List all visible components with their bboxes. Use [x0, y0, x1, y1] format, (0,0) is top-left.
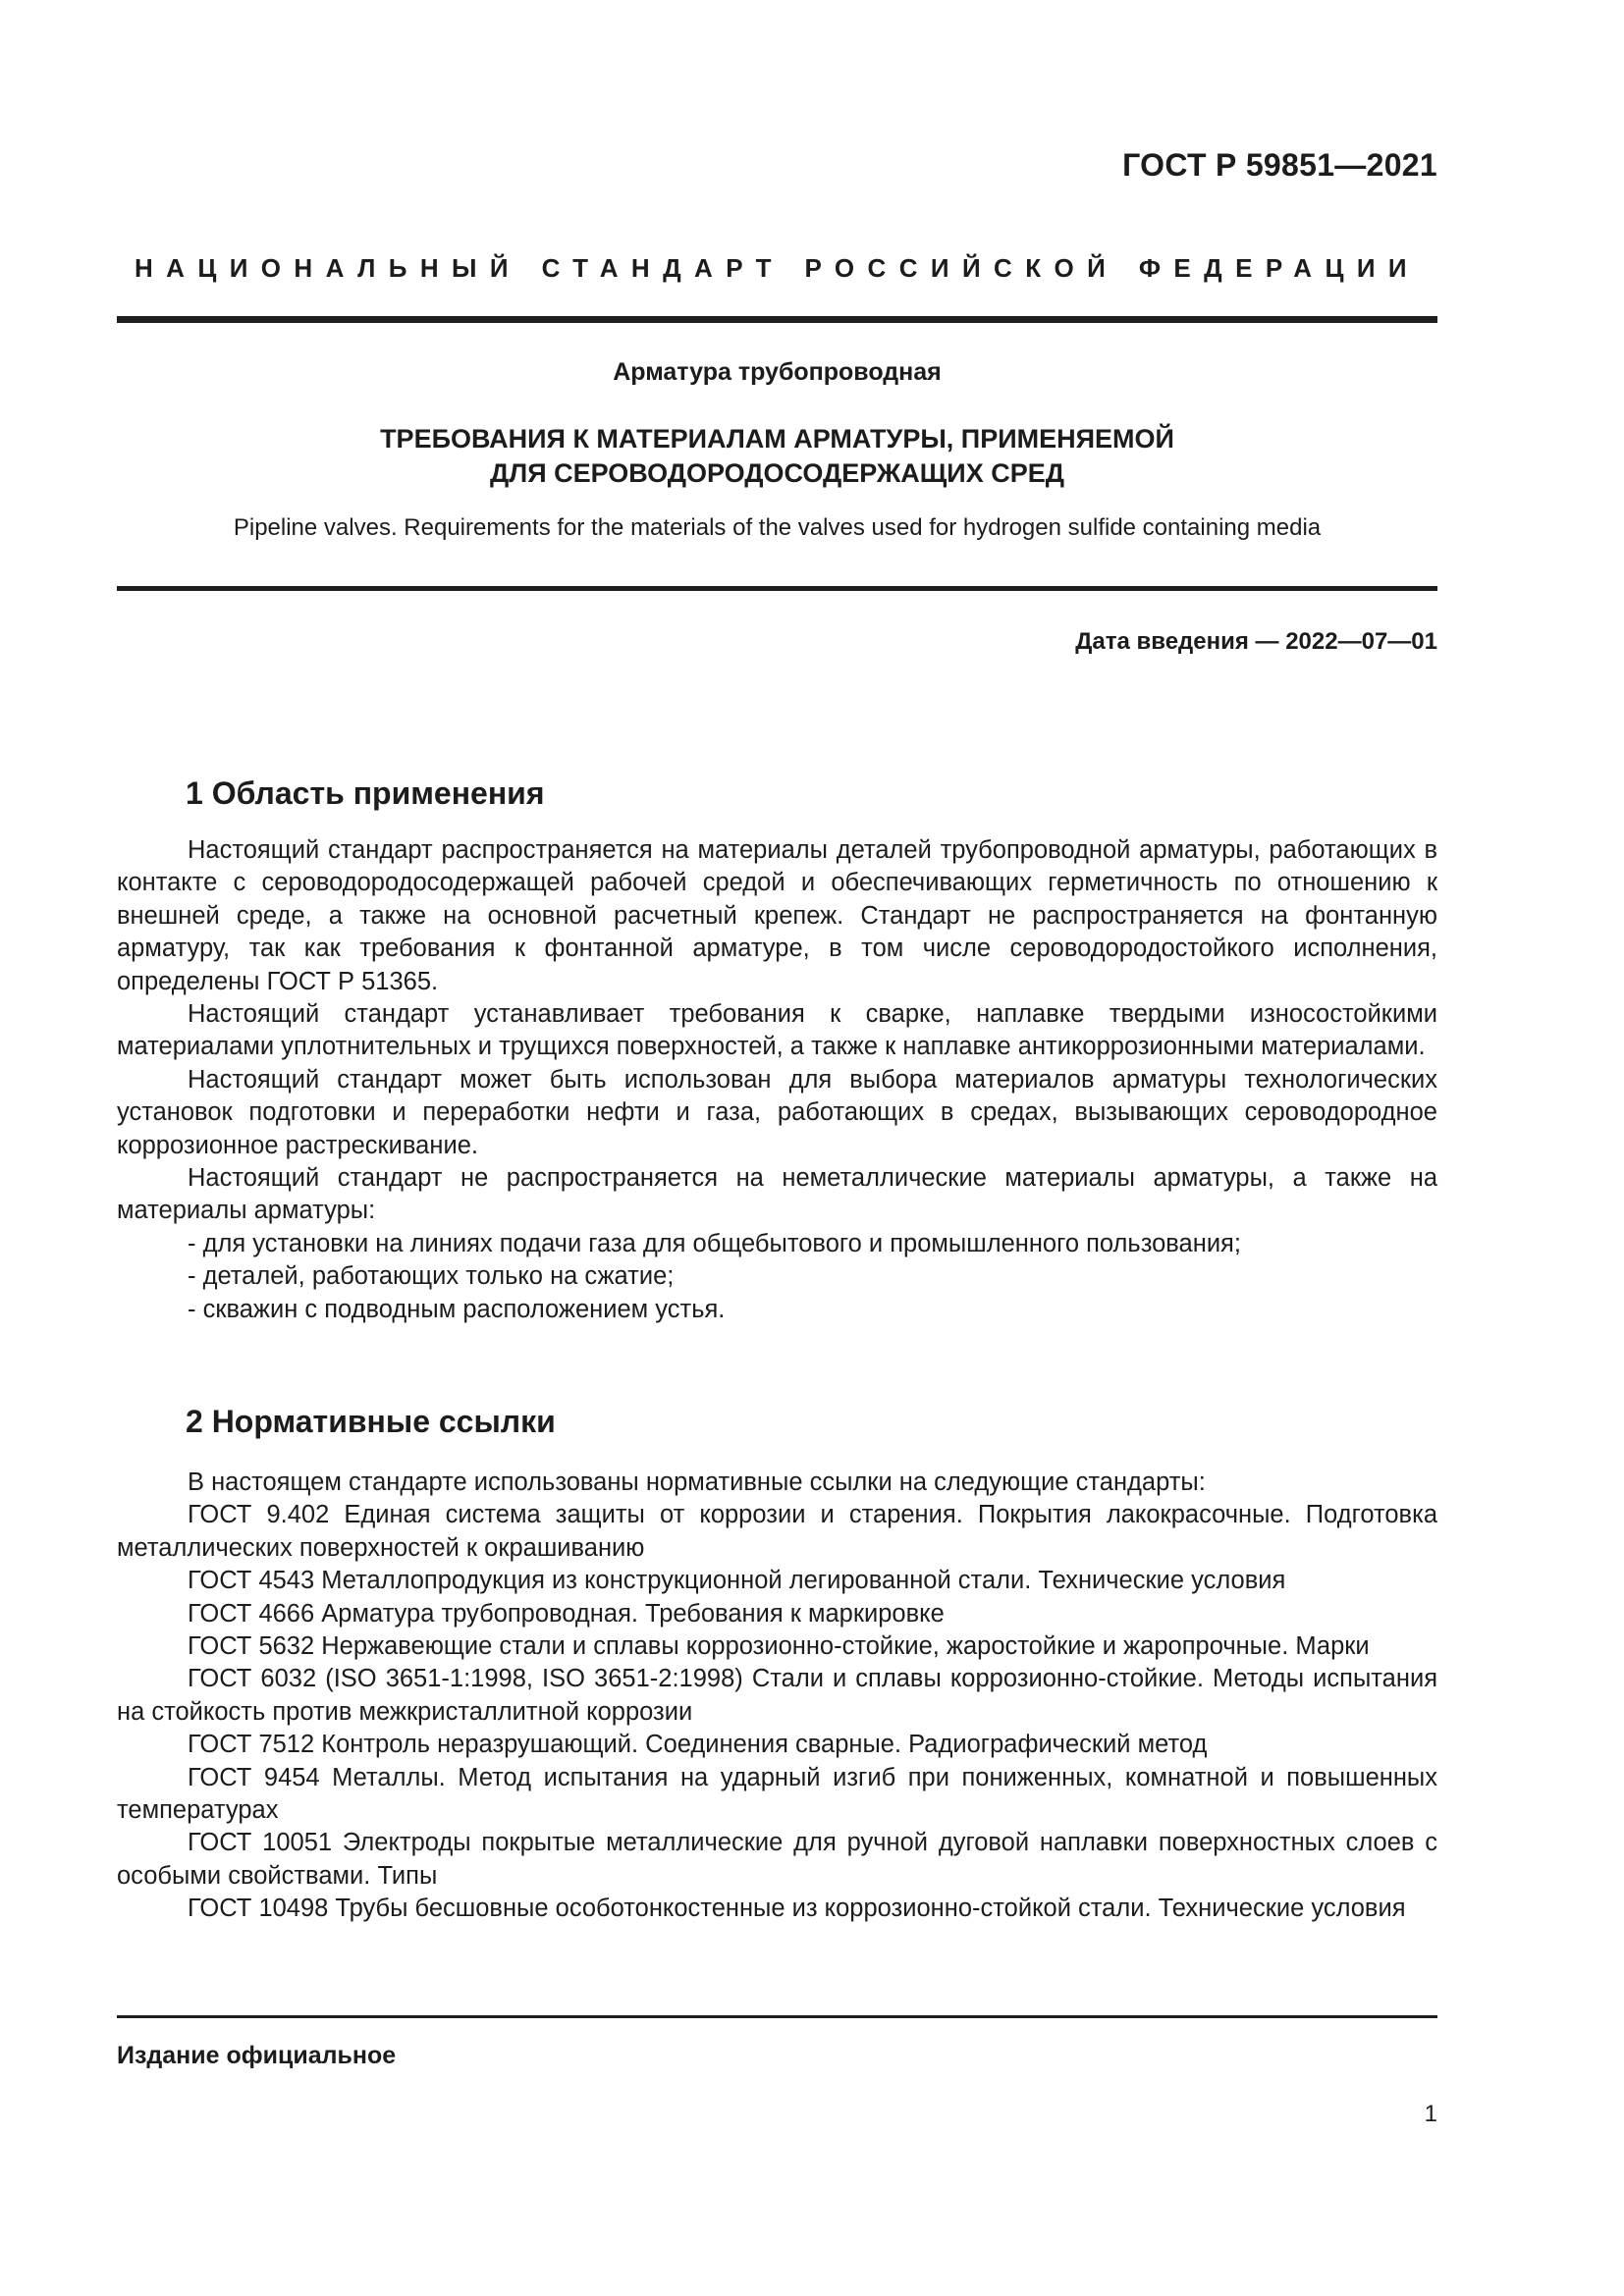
reference-item: ГОСТ 7512 Контроль неразрушающий. Соединения сварные. Радиографический метод [188, 1731, 1208, 1759]
section-1-body [117, 834, 1437, 1326]
footer-divider [117, 2015, 1437, 2018]
reference-item: ГОСТ 10051 Электроды покрытые металлические для ручной дуговой наплавки поверхностных слоев с особыми свойствами. Типы [117, 1829, 1437, 1890]
reference-item: ГОСТ 9454 Металлы. Метод испытания на ударный изгиб при пониженных, комнатной и повышенных температурах [117, 1763, 1437, 1825]
section-1-heading: 1 Область применения [186, 775, 545, 811]
reference-item: ГОСТ 4666 Арматура трубопроводная. Требования к маркировке [188, 1599, 945, 1628]
reference-item: ГОСТ 4543 Металлопродукция из конструкционной легированной стали. Технические условия [188, 1567, 1286, 1595]
paragraph: Настоящий стандарт может быть использован для выбора материалов арматуры технологических установок подготовки и переработки нефти и газа, работающих в средах, вызывающих сероводородное коррозионное растрескивание. [117, 1065, 1437, 1159]
reference-item: ГОСТ 6032 (ISO 3651-1:1998, ISO 3651-2:1998) Стали и сплавы коррозионно-стойкие. Методы испытания на стойкость против межкристаллитной коррозии [117, 1665, 1437, 1726]
paragraph: Настоящий стандарт устанавливает требования к сварке, наплавке твердыми износостойкими материалами уплотнительных и трущихся поверхностей, а также к наплавке антикоррозионными материалами. [117, 1000, 1437, 1061]
page-number: 1 [1424, 2101, 1437, 2127]
paragraph: В настоящем стандарте использованы нормативные ссылки на следующие стандарты: [188, 1468, 1206, 1496]
national-standard-banner: НАЦИОНАЛЬНЫЙ СТАНДАРТ РОССИЙСКОЙ ФЕДЕРАЦИИ [134, 253, 1421, 283]
section-2-heading: 2 Нормативные ссылки [186, 1404, 556, 1439]
paragraph: Настоящий стандарт распространяется на материалы деталей трубопроводной арматуры, работающих в контакте с сероводородосодержащей рабочей средой и обеспечивающих герметичность по отношению к внешней среде, а также на основной расчетный крепеж. Стандарт не распространяется на фонтанную арматуру, так как требования к фонтанной арматуре, в том числе сероводородостойкого исполнения, определены ГОСТ Р 51365. [117, 836, 1437, 995]
title-line-1: ТРЕБОВАНИЯ К МАТЕРИАЛАМ АРМАТУРЫ, ПРИМЕНЯЕМОЙ [380, 424, 1174, 454]
top-divider [117, 316, 1437, 323]
reference-item: ГОСТ 5632 Нержавеющие стали и сплавы коррозионно-стойкие, жаростойкие и жаропрочные. Марки [188, 1632, 1370, 1661]
list-item: - деталей, работающих только на сжатие; [188, 1262, 675, 1291]
list-item: - для установки на линиях подачи газа для общебытового и промышленного пользования; [188, 1229, 1241, 1257]
title-line-2: ДЛЯ СЕРОВОДОРОДОСОДЕРЖАЩИХ СРЕД [490, 458, 1064, 488]
gost-code: ГОСТ Р 59851—2021 [1122, 147, 1437, 183]
document-subtitle: Арматура трубопроводная [613, 358, 942, 386]
reference-item: ГОСТ 9.402 Единая система защиты от коррозии и старения. Покрытия лакокрасочные. Подготовка металлических поверхностей к окрашиванию [117, 1501, 1437, 1562]
introduction-date: Дата введения — 2022—07—01 [1075, 628, 1437, 655]
list-item: - скважин с подводным расположением устья. [188, 1295, 726, 1323]
paragraph: Настоящий стандарт не распространяется на неметаллические материалы арматуры, а также на материалы арматуры: [117, 1164, 1437, 1225]
title-divider [117, 586, 1437, 591]
section-2-body [117, 1467, 1437, 1926]
document-title [117, 422, 1437, 491]
reference-item: ГОСТ 10498 Трубы бесшовные особотонкостенные из коррозионно-стойкой стали. Технические условия [188, 1895, 1406, 1923]
document-title-english: Pipeline valves. Requirements for the materials of the valves used for hydrogen sulfide containing media [233, 514, 1322, 541]
official-edition-label: Издание официальное [117, 2042, 397, 2069]
